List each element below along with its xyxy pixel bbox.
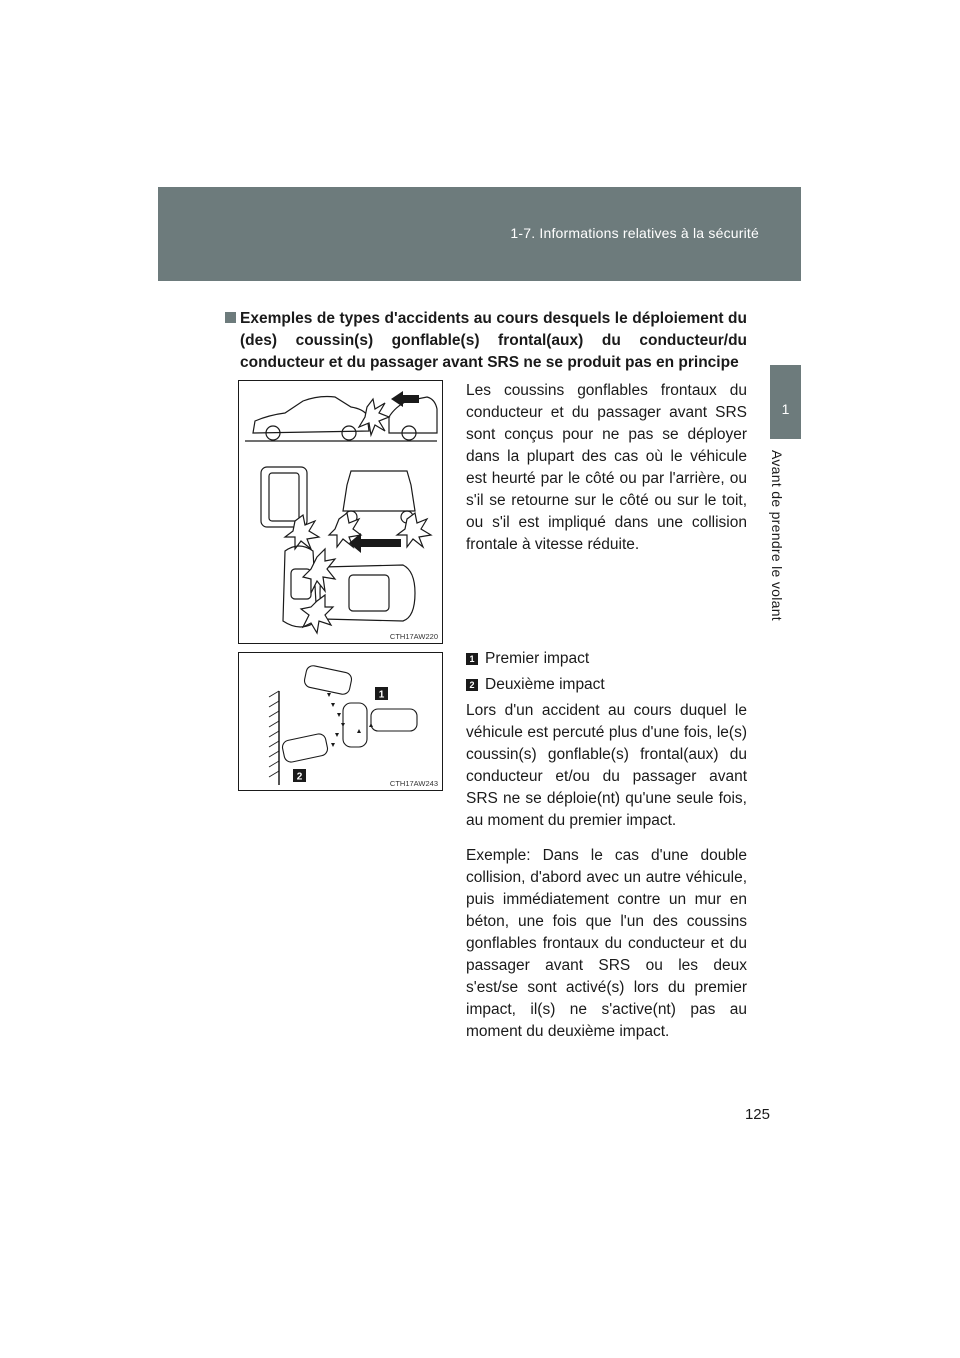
illustration-side-rear-rollover — [238, 380, 443, 644]
chapter-number: 1 — [781, 401, 790, 417]
legend-text-2: Deuxième impact — [485, 676, 605, 693]
double-collision-drawing — [239, 653, 442, 790]
rolled-car-left-window — [269, 473, 299, 521]
trajectory-markers — [327, 693, 373, 747]
impact-burst-2 — [285, 515, 319, 549]
car-middle — [343, 703, 367, 747]
figure-code: CTH17AW220 — [389, 632, 438, 641]
chapter-title: 1-7. Informations relatives à la sécurité — [510, 225, 759, 241]
marker-2-label: 2 — [296, 771, 303, 783]
topdown-car-horizontal — [320, 565, 415, 621]
topdown-car-horizontal-cabin — [349, 575, 389, 611]
car-right — [371, 709, 417, 731]
car1-wheel-rear — [342, 426, 356, 440]
chapter-tab — [770, 365, 801, 439]
legend-item-1 — [466, 648, 589, 670]
paragraph-example: Exemple: Dans le cas d'une double collision, d'abord avec un autre véhicule, puis immédiatement contre un mur en béton, une fois que l'un des coussins gonflables frontaux du conducteur et du passager avant SRS ou les deux s'est/se sont activé(s) lors du premier impact, il(s) ne s'active(nt) pas au moment du deuxième impact. — [466, 847, 747, 1040]
page-number: 125 — [744, 1106, 770, 1123]
paragraph-multiple-impacts: Lors d'un accident au cours duquel le véhicule est percuté plus d'une fois, le(s) coussin(s) gonflable(s) frontal(aux) du conducteur et/ou du passager avant SRS ne se déploie(nt) qu'une seule fois, au moment du premier impact. — [466, 702, 747, 829]
impact-burst-6 — [301, 595, 333, 633]
figure-code: CTH17AW243 — [389, 779, 438, 788]
illustration-double-collision — [238, 652, 443, 791]
rolled-car-right — [343, 471, 415, 511]
car-side-1 — [253, 397, 369, 434]
car-top — [303, 664, 353, 695]
impact-burst-4 — [397, 513, 431, 547]
page-header — [158, 187, 801, 281]
side-rear-rollover-drawing — [239, 381, 442, 643]
impact-burst-5 — [303, 549, 335, 593]
section-marker-icon — [225, 312, 236, 323]
section-heading — [225, 308, 747, 374]
arrow-rear-impact — [391, 391, 419, 407]
marker-1-label: 1 — [378, 689, 385, 701]
legend-item-2 — [466, 674, 605, 696]
paragraph-frontal-airbags: Les coussins gonflables frontaux du conducteur et du passager avant SRS sont conçus pour ne pas se déployer dans la plupart des cas où le véhicule est heurté par le côté ou par l'arrière, ou s'il se retourne sur le côté ou sur le toit, ou s'il est impliqué dans une collision frontale à vitesse réduite. — [466, 382, 747, 553]
car-left — [281, 733, 329, 764]
wall-hatching — [269, 691, 279, 777]
section-title: Exemples de types d'accidents au cours desquels le déploiement du (des) coussin(s) gonflable(s) frontal(aux) du conducteur/du conducteur et du passager avant SRS ne se produit pas en principe — [240, 310, 747, 371]
legend-number-1: 1 — [466, 653, 478, 665]
legend-number-2: 2 — [466, 679, 478, 691]
chapter-side-label: Avant de prendre le volant — [769, 450, 785, 621]
legend-text-1: Premier impact — [485, 650, 590, 667]
impact-burst-1 — [359, 399, 389, 435]
